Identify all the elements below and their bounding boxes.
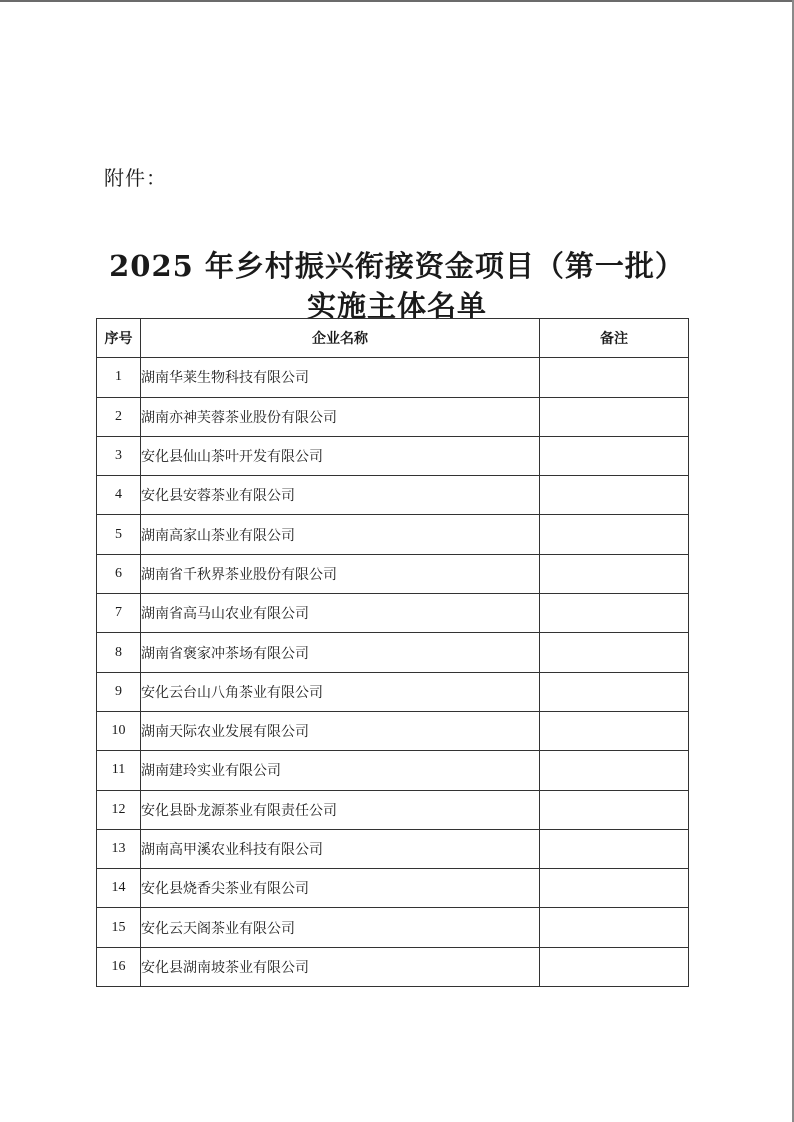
row-serial-number: 3	[97, 436, 141, 475]
table-row	[97, 397, 689, 436]
row-enterprise-name: 湖南建玲实业有限公司	[141, 751, 540, 790]
row-enterprise-name: 安化县烧香尖茶业有限公司	[141, 869, 540, 908]
row-serial-number: 15	[97, 908, 141, 947]
table-row	[97, 869, 689, 908]
table-row	[97, 790, 689, 829]
row-remarks	[540, 947, 689, 986]
header-serial-number: 序号	[97, 319, 141, 358]
row-remarks	[540, 633, 689, 672]
row-serial-number: 2	[97, 397, 141, 436]
row-remarks	[540, 908, 689, 947]
table-row	[97, 515, 689, 554]
row-serial-number: 10	[97, 711, 141, 750]
header-remarks: 备注	[540, 319, 689, 358]
table-row	[97, 672, 689, 711]
table-row	[97, 908, 689, 947]
row-remarks	[540, 515, 689, 554]
row-remarks	[540, 554, 689, 593]
row-serial-number: 11	[97, 751, 141, 790]
row-remarks	[540, 751, 689, 790]
row-enterprise-name: 湖南省千秋界茶业股份有限公司	[141, 554, 540, 593]
row-serial-number: 13	[97, 829, 141, 868]
table-row	[97, 436, 689, 475]
table-row	[97, 751, 689, 790]
row-enterprise-name: 湖南省褒家冲茶场有限公司	[141, 633, 540, 672]
table-row	[97, 594, 689, 633]
row-enterprise-name: 湖南亦神芙蓉茶业股份有限公司	[141, 397, 540, 436]
table-row	[97, 554, 689, 593]
row-enterprise-name: 安化县仙山茶叶开发有限公司	[141, 436, 540, 475]
row-serial-number: 4	[97, 476, 141, 515]
row-serial-number: 5	[97, 515, 141, 554]
table-row	[97, 633, 689, 672]
row-serial-number: 16	[97, 947, 141, 986]
row-serial-number: 6	[97, 554, 141, 593]
table-row	[97, 711, 689, 750]
row-serial-number: 8	[97, 633, 141, 672]
table-row	[97, 358, 689, 397]
table-row	[97, 476, 689, 515]
row-remarks	[540, 672, 689, 711]
document-title-line1: 2025 年乡村振兴衔接资金项目（第一批）	[109, 249, 685, 283]
row-serial-number: 14	[97, 869, 141, 908]
table-row	[97, 829, 689, 868]
row-enterprise-name: 湖南华莱生物科技有限公司	[141, 358, 540, 397]
row-enterprise-name: 安化云台山八角茶业有限公司	[141, 672, 540, 711]
row-enterprise-name: 湖南高家山茶业有限公司	[141, 515, 540, 554]
row-enterprise-name: 安化县安蓉茶业有限公司	[141, 476, 540, 515]
row-serial-number: 1	[97, 358, 141, 397]
row-enterprise-name: 湖南省高马山农业有限公司	[141, 594, 540, 633]
row-remarks	[540, 594, 689, 633]
row-serial-number: 12	[97, 790, 141, 829]
enterprise-list-table	[96, 318, 689, 987]
row-remarks	[540, 358, 689, 397]
row-serial-number: 9	[97, 672, 141, 711]
row-enterprise-name: 湖南高甲溪农业科技有限公司	[141, 829, 540, 868]
header-enterprise-name: 企业名称	[141, 319, 540, 358]
row-remarks	[540, 476, 689, 515]
row-remarks	[540, 790, 689, 829]
row-remarks	[540, 829, 689, 868]
scan-edge-top	[0, 0, 794, 2]
row-remarks	[540, 436, 689, 475]
row-enterprise-name: 安化县卧龙源茶业有限责任公司	[141, 790, 540, 829]
row-enterprise-name: 安化云天阁茶业有限公司	[141, 908, 540, 947]
table-header-row	[97, 319, 689, 358]
row-enterprise-name: 安化县湖南坡茶业有限公司	[141, 947, 540, 986]
document-title-line2: 实施主体名单	[306, 289, 487, 323]
row-enterprise-name: 湖南天际农业发展有限公司	[141, 711, 540, 750]
row-serial-number: 7	[97, 594, 141, 633]
row-remarks	[540, 711, 689, 750]
row-remarks	[540, 869, 689, 908]
row-remarks	[540, 397, 689, 436]
attachment-label: 附件：	[104, 166, 167, 190]
table-row	[97, 947, 689, 986]
